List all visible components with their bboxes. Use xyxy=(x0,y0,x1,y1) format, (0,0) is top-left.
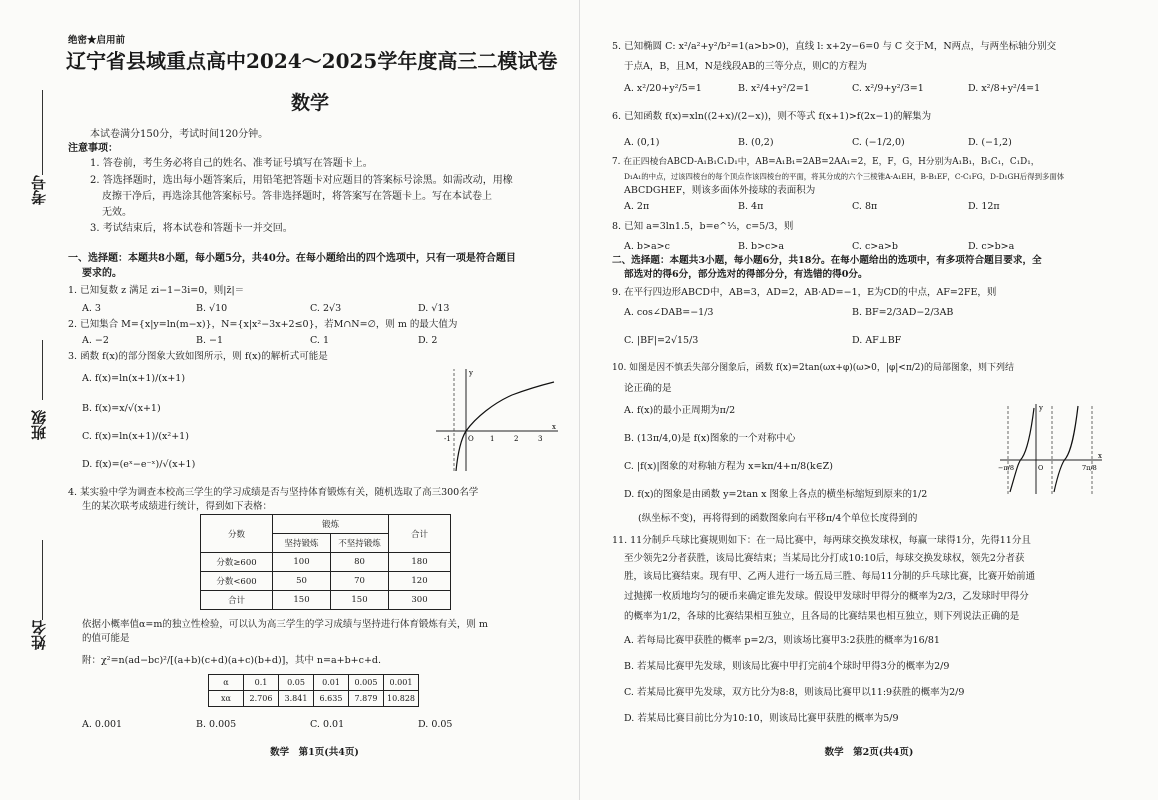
table-cell: 合计 xyxy=(201,591,273,610)
question-5-stem: 5. 已知椭圆 C: x²/a²+y²/b²=1(a>b>0)，直线 l: x+2y−6=0 与 C 交于M，N两点，与两坐标轴分别交 xyxy=(612,41,1057,52)
axis-label: y xyxy=(1039,404,1043,412)
option-c: C. 8π xyxy=(852,201,878,212)
option-a: A. 0.001 xyxy=(82,719,123,730)
question-8-stem: 8. 已知 a=3ln1.5，b=e^⅓，c=5/3，则 xyxy=(612,221,794,232)
chi-square-formula: 附：χ²=n(ad−bc)²/[(a+b)(c+d)(a+c)(b+d)]，其中 n=a+b+c+d. xyxy=(82,655,382,666)
question-4-stem: 生的某次联考成绩进行统计，得到如下表格： xyxy=(82,501,273,512)
option-d: D. √13 xyxy=(418,303,450,314)
table-header: 分数 xyxy=(201,515,273,553)
option-b: B. −1 xyxy=(196,335,224,346)
table-cell: 150 xyxy=(331,591,389,610)
table-cell: α xyxy=(209,675,244,691)
table-cell: xα xyxy=(209,691,244,707)
option-b: B. x²/4+y²/2=1 xyxy=(738,83,810,94)
table-header: 合计 xyxy=(389,515,451,553)
table-cell: 0.1 xyxy=(244,675,279,691)
notice-item: 皮擦干净后，再选涂其他答案标号。答非选择题时，将答案写在答题卡上。写在本试卷上 xyxy=(102,191,492,202)
option-c: C. 若某局比赛甲先发球，双方比分为8:8，则该局比赛甲以11:9获胜的概率为2/9 xyxy=(624,687,965,698)
question-10-stem: 10. 如图是因不慎丢失部分图象后，函数 f(x)=2tan(ωx+φ)(ω>0，|φ|<π/2)的局部图象，则下列结 xyxy=(612,363,1015,373)
option-d: D. x²/8+y²/4=1 xyxy=(968,83,1041,94)
option-c: C. 1 xyxy=(310,335,330,346)
table-cell: 分数≥600 xyxy=(201,553,273,572)
table-cell: 150 xyxy=(273,591,331,610)
page-footer: 数学 第2页(共4页) xyxy=(824,747,914,758)
tick-label: O xyxy=(1038,464,1044,472)
question-2-stem: 2. 已知集合 M={x|y=ln(m−x)}，N={x|x²−3x+2≤0}，若M∩N=∅，则 m 的最大值为 xyxy=(68,319,458,330)
side-label-kaohao: 考号 xyxy=(30,175,48,205)
table-cell: 120 xyxy=(389,572,451,591)
page-footer: 数学 第1页(共4页) xyxy=(270,747,359,758)
table-cell: 0.01 xyxy=(314,675,349,691)
question-10-stem: 论正确的是 xyxy=(624,383,672,394)
table-cell: 0.05 xyxy=(279,675,314,691)
tick-label: 1 xyxy=(490,435,495,443)
option-b: B. BF=2/3AD−2/3AB xyxy=(852,307,954,318)
table-cell: 10.828 xyxy=(384,691,419,707)
option-c: C. 0.01 xyxy=(310,719,345,730)
question-4-text: 依据小概率值α=m的独立性检验，可以认为高三学生的学习成绩与坚持进行体育锻炼有关，则 m xyxy=(82,619,488,630)
option-a: A. f(x)的最小正周期为π/2 xyxy=(624,405,736,416)
option-c: C. |f(x)|图象的对称轴方程为 x=kπ/4+π/8(k∈Z) xyxy=(624,461,833,472)
question-6-stem: 6. 已知函数 f(x)=xln((2+x)/(2−x))，则不等式 f(x+1)>f(2x−1)的解集为 xyxy=(612,111,932,122)
notice-item: 无效。 xyxy=(102,207,132,218)
table-cell: 0.005 xyxy=(349,675,384,691)
notice-item: 1. 答卷前，考生务必将自己的姓名、准考证号填写在答题卡上。 xyxy=(90,158,373,169)
binding-line xyxy=(42,90,43,175)
option-b: B. 4π xyxy=(738,201,764,212)
notice-item: 3. 考试结束后，将本试卷和答题卡一并交回。 xyxy=(90,223,293,234)
option-c: C. (−1/2,0) xyxy=(852,137,905,148)
table-cell: 70 xyxy=(331,572,389,591)
question-11-stem: 至少领先2分者获胜，该局比赛结束；当某局比分打成10:10后，每球交换发球权，领先2分者获 xyxy=(624,553,1025,564)
function-graph-q3 xyxy=(432,365,562,475)
option-d: D. (−1,2) xyxy=(968,137,1012,148)
option-c: C. |BF|=2√15/3 xyxy=(624,335,699,346)
question-11-stem: 胜，该局比赛结束。现有甲、乙两人进行一场五局三胜、每局11分制的乒乓球比赛，比赛开始前通 xyxy=(624,571,1036,582)
section-heading: 二、选择题：本题共3小题，每小题6分，共18分。在每小题给出的选项中，有多项符合题目要求，全 xyxy=(612,255,1042,266)
tick-label: 7π/8 xyxy=(1082,464,1097,472)
option-d: D. 0.05 xyxy=(418,719,453,730)
option-d: D. f(x)=(eˣ−e⁻ˣ)/√(x+1) xyxy=(82,459,196,470)
table-cell: 6.635 xyxy=(314,691,349,707)
exam-title: 辽宁省县域重点高中2024～2025学年度高三二模试卷 xyxy=(66,49,558,73)
critical-value-table xyxy=(208,674,419,707)
option-b: B. b>c>a xyxy=(738,241,785,252)
contingency-table xyxy=(200,514,451,610)
table-cell: 2.706 xyxy=(244,691,279,707)
option-d: D. 12π xyxy=(968,201,1000,212)
option-d: D. c>b>a xyxy=(968,241,1015,252)
axis-label: y xyxy=(469,369,473,377)
option-a: A. 3 xyxy=(82,303,101,314)
notice-heading: 注意事项： xyxy=(68,143,118,154)
option-b: B. f(x)=x/√(x+1) xyxy=(82,403,161,414)
option-a: A. −2 xyxy=(82,335,109,346)
axis-label: x xyxy=(552,423,556,431)
intro-text: 本试卷满分150分，考试时间120分钟。 xyxy=(90,129,269,140)
notice-item: 2. 答选择题时，选出每小题答案后，用铅笔把答题卡对应题目的答案标号涂黑。如需改动，用橡 xyxy=(90,175,513,186)
option-d: D. 2 xyxy=(418,335,438,346)
option-a: A. b>a>c xyxy=(624,241,670,252)
question-4-stem: 4. 某实验中学为调查本校高三学生的学习成绩是否与坚持体育锻炼有关，随机选取了高三300名学 xyxy=(68,487,479,498)
section-heading: 要求的。 xyxy=(82,268,122,279)
binding-line xyxy=(42,340,43,400)
tick-label: 3 xyxy=(538,435,543,443)
table-header: 不坚持锻炼 xyxy=(331,534,389,553)
option-c: C. c>a>b xyxy=(852,241,898,252)
question-7-stem: ABCDGHEF，则该多面体外接球的表面积为 xyxy=(624,185,816,196)
tangent-branch xyxy=(1054,406,1078,492)
option-b: B. √10 xyxy=(196,303,228,314)
option-c: C. x²/9+y²/3=1 xyxy=(852,83,924,94)
section-heading: 部选对的得6分，部分选对的得部分分，有选错的得0分。 xyxy=(624,269,868,280)
table-cell: 80 xyxy=(331,553,389,572)
option-b: B. (0,2) xyxy=(738,137,774,148)
option-b: B. (13π/4,0)是 f(x)图象的一个对称中心 xyxy=(624,433,796,444)
axis-label: x xyxy=(1098,452,1102,460)
option-b: B. 0.005 xyxy=(196,719,237,730)
table-cell: 3.841 xyxy=(279,691,314,707)
question-4-text: 的值可能是 xyxy=(82,633,130,644)
option-b: B. 若某局比赛甲先发球，则该局比赛中甲打完前4个球时甲得3分的概率为2/9 xyxy=(624,661,950,672)
table-cell: 180 xyxy=(389,553,451,572)
table-cell: 分数<600 xyxy=(201,572,273,591)
table-header: 锻炼 xyxy=(273,515,389,534)
table-row xyxy=(201,591,451,610)
tangent-graph-q10 xyxy=(996,400,1106,496)
function-curve xyxy=(456,382,554,471)
table-cell: 300 xyxy=(389,591,451,610)
tick-label: -1 xyxy=(444,435,451,443)
question-5-stem: 于点A，B，且M，N是线段AB的三等分点，则C的方程为 xyxy=(624,61,867,72)
side-label-banji: 班级 xyxy=(30,410,48,440)
option-a: A. cos∠DAB=−1/3 xyxy=(624,307,714,318)
table-cell: 50 xyxy=(273,572,331,591)
section-heading: 一、选择题：本题共8小题，每小题5分，共40分。在每小题给出的四个选项中，只有一项是符合题目 xyxy=(68,253,516,264)
option-c: C. f(x)=ln(x+1)/(x²+1) xyxy=(82,431,189,442)
option-d-continued: (纵坐标不变)，再将得到的函数图象向右平移π/4个单位长度得到的 xyxy=(638,513,918,524)
subject-title: 数学 xyxy=(291,92,330,114)
option-d: D. f(x)的图象是由函数 y=2tan x 图象上各点的横坐标缩短到原来的1/2 xyxy=(624,489,928,500)
table-cell: 100 xyxy=(273,553,331,572)
tick-label: 2 xyxy=(514,435,519,443)
option-c: C. 2√3 xyxy=(310,303,342,314)
table-row xyxy=(209,675,419,691)
table-cell: 0.001 xyxy=(384,675,419,691)
question-3-stem: 3. 函数 f(x)的部分图象大致如图所示，则 f(x)的解析式可能是 xyxy=(68,351,328,362)
tick-label: −π/8 xyxy=(998,464,1015,472)
question-1-stem: 1. 已知复数 z 满足 zi−1−3i=0，则|z̄|＝ xyxy=(68,285,245,296)
option-a: A. x²/20+y²/5=1 xyxy=(624,83,702,94)
question-11-stem: 过抛掷一枚质地均匀的硬币来确定谁先发球。假设甲发球时甲得分的概率为2/3，乙发球时甲得分 xyxy=(624,591,1029,602)
question-7-stem: 7. 在正四棱台ABCD-A₁B₁C₁D₁中，AB=A₁B₁=2AB=2AA₁=2，E，F，G，H分别为A₁B₁，B₁C₁，C₁D₁， xyxy=(612,157,1040,167)
table-row xyxy=(209,691,419,707)
option-a: A. (0,1) xyxy=(624,137,660,148)
question-11-stem: 的概率为1/2，各球的比赛结果相互独立，且各局的比赛结果也相互独立，则下列说法正确的是 xyxy=(624,611,1020,622)
option-a: A. 若每局比赛甲获胜的概率 p=2/3，则该场比赛甲3:2获胜的概率为16/81 xyxy=(624,635,940,646)
option-a: A. f(x)=ln(x+1)/(x+1) xyxy=(82,373,186,384)
table-cell: 7.879 xyxy=(349,691,384,707)
question-9-stem: 9. 在平行四边形ABCD中，AB=3，AD=2，AB·AD=−1，E为CD的中点，AF=2FE，则 xyxy=(612,287,997,298)
question-7-stem: D₁A₁的中点，过该四棱台的每个顶点作该四棱台的平面，将其分成的六个三棱锥A-A₁EH，B-B₁EF，C-C₁FG，D-D₁GH后得到多面体 xyxy=(624,172,1065,181)
exam-page-2 xyxy=(579,0,1158,800)
tangent-branch xyxy=(1010,408,1034,492)
tick-label: O xyxy=(468,435,474,443)
confidential-mark: 绝密★启用前 xyxy=(68,35,126,46)
table-header: 坚持锻炼 xyxy=(273,534,331,553)
option-d: D. AF⊥BF xyxy=(852,335,902,346)
question-11-stem: 11. 11分制乒乓球比赛规则如下：在一局比赛中，每两球交换发球权，每赢一球得1分，先得11分且 xyxy=(612,535,1031,546)
table-row xyxy=(201,572,451,591)
binding-line xyxy=(42,540,43,620)
option-a: A. 2π xyxy=(624,201,650,212)
table-row xyxy=(201,553,451,572)
option-d: D. 若某局比赛目前比分为10:10，则该局比赛甲获胜的概率为5/9 xyxy=(624,713,899,724)
side-label-xingming: 姓名 xyxy=(30,620,48,650)
